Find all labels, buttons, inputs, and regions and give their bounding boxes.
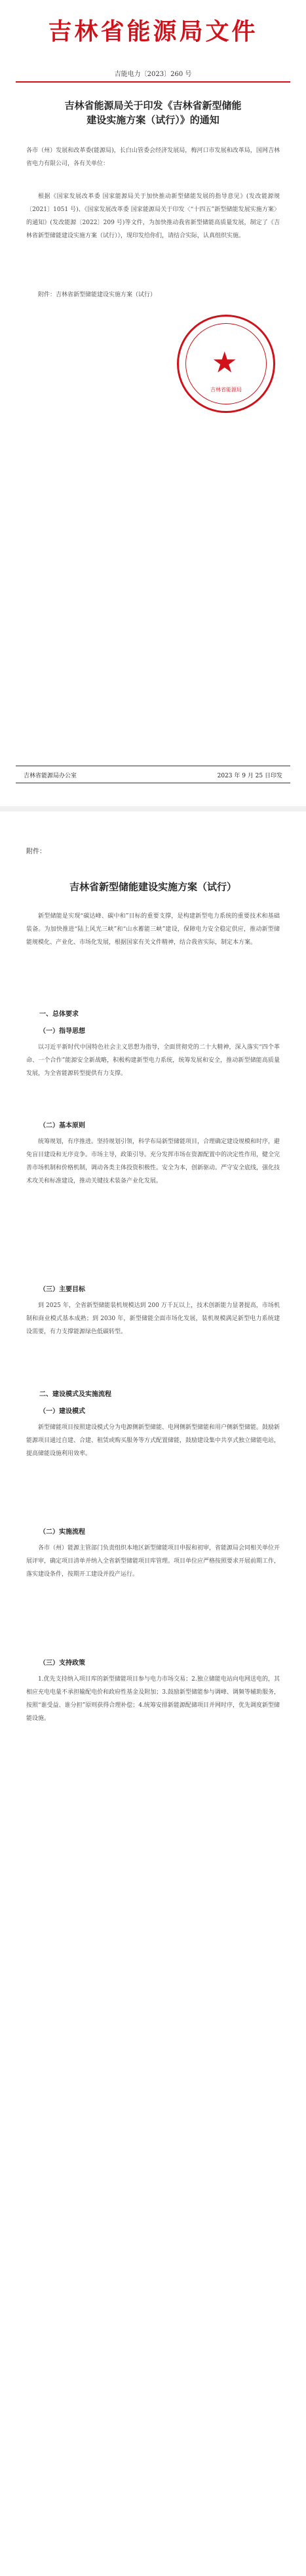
subsection-text: 1.优先支持纳入项目库的新型储能项目参与电力市场交易；2.独立储能电站向电网送电的，其相应充电电量不承担输配电价和政府性基金及附加；3.鼓励新型储能参与调峰、调频等辅助服务，按照“谁受益、谁分担”原则获得合理补偿；4.统筹安排新能源配储项目并网时序，优先调度新型储能设施。 [26,1676,280,1722]
subsection-text: 到 2025 年，全省新型储能装机规模达到 200 万千瓦以上，技术创新能力显著提高，市场机制和商业模式基本成熟；到 2030 年，新型储能全面市场化发展，装机规模满足新型电力系统建设需要，有力支撑能源绿色低碳转型。 [26,1302,280,1335]
section-heading: 一、总体要求 [39,1011,79,1018]
document-masthead: 吉林省能源局文件 [48,18,258,45]
notice-title-line1: 吉林省能源局关于印发《吉林省新型储能 [64,100,242,111]
subsection-heading: （二）基本原则 [39,1122,85,1129]
red-separator-line [16,81,290,83]
print-footer [24,771,282,779]
notice-page [0,0,306,806]
seal-text: 吉林省能源局 [210,387,242,393]
subsection-heading: （三）主要目标 [39,1286,85,1293]
star-icon: ★ [212,346,238,380]
notice-title-line2: 建设实施方案（试行）》的通知 [86,114,220,126]
subsection-text: 统筹规划，有序推进。坚持规划引领，科学布局新型储能项目，合理确定建设规模和时序，避免盲目建设和无序竞争。市场主导，政策引导。充分发挥市场在资源配置中的决定性作用，健全完善市场机制和价格机制，调动各类主体投资积极性。安全为本，创新驱动。严守安全底线，强化技术攻关和标准建设，推动关键技术装备产业化发展。 [26,1139,280,1184]
notice-body: 根据《国家发展改革委 国家能源局关于加快推动新型储能发展的指导意见》(发改能源规〔2021〕1051 号)、《国家发展改革委 国家能源局关于印发〈“十四五”新型储能发展实施方案〉的通知》(发改能源〔2022〕209 号)等文件，为加快推动我省新型储能高质量发展，制定了《吉林省新型储能建设实施方案（试行）》，现印发给你们，请结合实际，认真组织实施。 [26,193,280,239]
document-number: 吉能电力〔2023〕260 号 [114,71,192,78]
section-heading: 二、建设模式及实施流程 [39,1391,111,1398]
intro-paragraph: 新型储能是实现“碳达峰、碳中和”目标的重要支撑，是构建新型电力系统的重要技术和基础装备。为加快推进“陆上风光三峡”和“山水蓄能三峡”建设，保障电力安全稳定供应，推动新型储能规模化、产业化、市场化发展，根据国家有关文件精神，结合我省实际，制定本方案。 [26,913,280,946]
issuing-office: 吉林省能源局办公室 [24,773,77,779]
subsection-heading: （一）建设模式 [39,1408,85,1415]
subsection-text: 各市（州）能源主管部门负责组织本地区新型储能项目申报和初审，省能源局会同相关单位开展评审，确定项目清单并纳入全省新型储能项目库管理。项目单位应严格按照要求开展前期工作，落实建设条件，按期开工建设并投产运行。 [26,1545,280,1578]
attachment-page [0,811,306,2576]
subsection-heading: （一）指导思想 [39,1028,85,1035]
addressee: 各市（州）发展和改革委(能源局)，长白山管委会经济发展局，梅河口市发展和改革局，国网吉林省电力有限公司，各有关单位： [26,147,280,167]
print-date: 2023 年 9 月 25 日印发 [217,773,282,779]
attachment-label: 附件： [26,848,46,855]
official-seal [177,315,275,413]
subsection-heading: （二）实施流程 [39,1529,85,1536]
subsection-text: 以习近平新时代中国特色社会主义思想为指导，全面贯彻党的二十大精神，深入落实“四个革命、一个合作”能源安全新战略，积极构建新型电力系统，统筹发展和安全，推动新型储能高质量发展，为全省能源转型提供有力支撑。 [26,1044,280,1077]
attachment-note: 附件：吉林省新型储能建设实施方案（试行） [38,292,157,298]
subsection-heading: （三）支持政策 [39,1660,85,1667]
attachment-title: 吉林省新型储能建设实施方案（试行） [69,881,237,893]
subsection-text: 新型储能项目按照建设模式分为电源侧新型储能、电网侧新型储能和用户侧新型储能。鼓励新能源项目通过自建、合建、租赁或购买服务等方式配置储能，鼓励建设集中共享式独立储能电站，提高储能设施利用效率。 [26,1424,280,1457]
